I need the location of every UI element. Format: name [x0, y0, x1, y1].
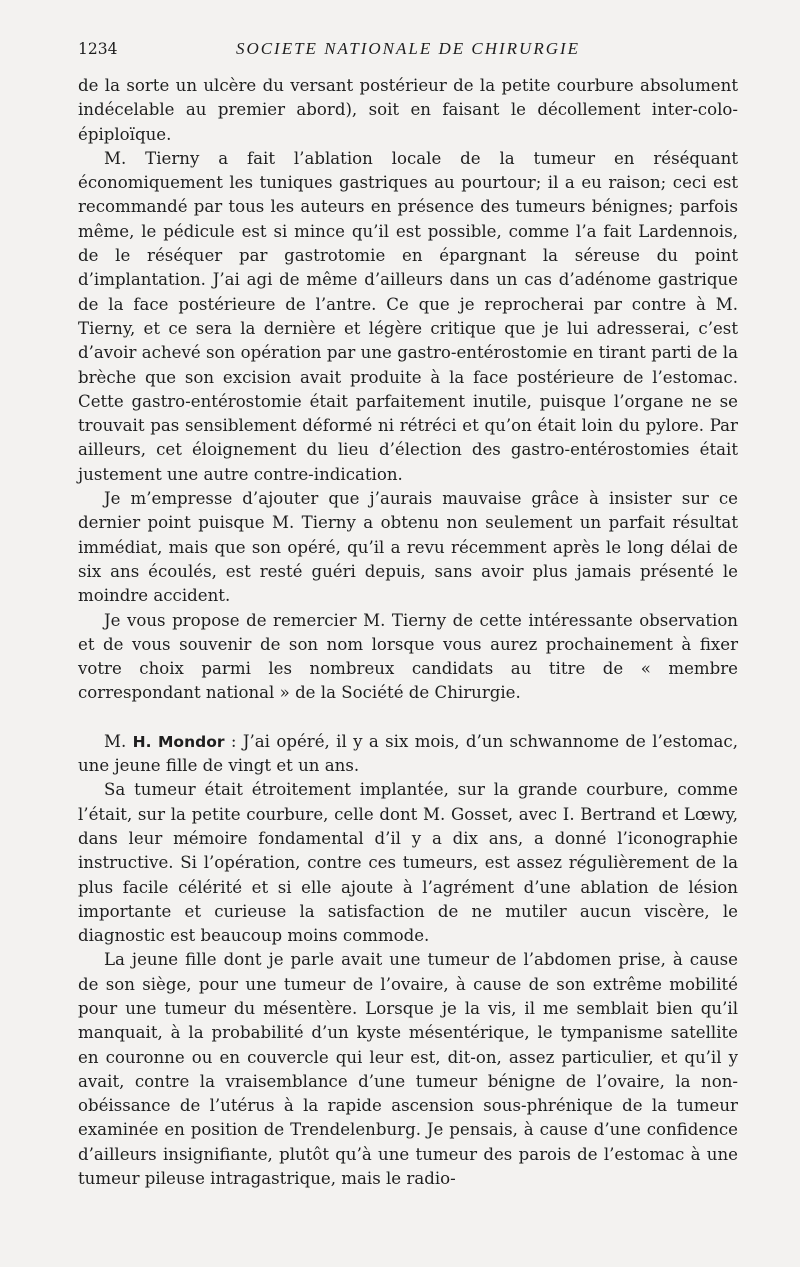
paragraph-mondor — [78, 730, 738, 779]
paragraph-proposal: Je vous propose de remercier M. Tierny de cette intéressante observation et de vous souvenir de son nom lorsque vous aurez prochainement à fixer votre choix parmi les nombreux candidats au titre de « membre correspondant national » de la Société de Chirurgie. — [78, 610, 738, 703]
section-divider — [78, 706, 738, 730]
paragraph-tierny-ablation: M. Tierny a fait l’ablation locale de la tumeur en réséquant économiquement les tuniques gastriques au pourtour; il a eu raison; ceci est recommandé par tous les auteurs en présence des tumeurs bénignes; parfois même, le pédicule est si mince qu’il est possible, comme l’a fait Lardennois, de le réséquer par gastrotomie en épargnant la séreuse du point d’implantation. J’ai agi de même d’ailleurs dans un cas d’adénome gastrique de la face postérieure de l’antre. Ce que je reprocherai par contre à M. Tierny, et ce sera la dernière et légère critique que je lui adresserai, c’est d’avoir achevé son opération par une gastro-entérostomie en tirant parti de la brèche que son excision avait produite à la face postérieure de l’estomac. Cette gastro-entérostomie était parfaitement inutile, puisque l’organe ne se trouvait pas sensiblement déformé ni rétréci et qu’on était loin du pylore. Par ailleurs, cet éloignement du lieu d’élection des gastro-entérostomies était justement une autre contre-indication. — [78, 148, 738, 484]
journal-title: SOCIETE NATIONALE DE CHIRURGIE — [235, 39, 581, 58]
page-number: 1234 — [78, 40, 118, 58]
body-text — [78, 74, 738, 1191]
paragraph-diagnosis: La jeune fille dont je parle avait une tumeur de l’abdomen prise, à cause de son siège, pour une tumeur de l’ovaire, à cause de son extrême mobilité pour une tumeur du mésentère. Lorsque je la vis, il me semblait bien qu’il manquait, à la probabilité d’un kyste mésentérique, le tympanisme satellite en couronne ou en couvercle qui leur est, dit-on, assez particulier, et qu’il y avait, contre la vraisemblance d’une tumeur bénigne de l’ovaire, la non-obéissance de l’utérus à la rapide ascension sous-phrénique de la tumeur examinée en position de Trendelenburg. Je pensais, à cause d’une confidence d’ailleurs insignifiante, plutôt qu’à une tumeur des parois de l’estomac à une tumeur pileuse intragastrique, mais le radio- — [78, 950, 738, 1189]
paragraph-continuation: de la sorte un ulcère du versant postérieur de la petite courbure absolument indécelable au premier abord), soit en faisant le décollement inter-colo-épiploïque. — [78, 76, 738, 144]
paragraph-tumor-implantation: Sa tumeur était étroitement implantée, sur la grande courbure, comme l’était, sur la petite courbure, celle dont M. Gosset, avec I. Bertrand et Lœwy, dans leur mémoire fondamental d’il y a dix ans, a donné l’iconographie instructive. Si l’opération, contre ces tumeurs, est assez régulièrement de la plus facile célérité et si elle ajoute à l’agrément d’une ablation de lésion importante et curieuse la satisfaction de ne mutiler aucun viscère, le diagnostic est beaucoup moins commode. — [78, 780, 738, 946]
running-head — [78, 36, 738, 62]
document-page — [78, 36, 738, 1191]
mondor-opening: : J’ai opéré, il y a six mois, d’un schwannome de l’estomac, une jeune fille de vingt et un ans. — [78, 731, 738, 776]
speaker-name: H. Mondor — [132, 732, 225, 751]
speaker-prefix: M. — [104, 731, 133, 751]
paragraph-result: Je m’empresse d’ajouter que j’aurais mauvaise grâce à insister sur ce dernier point puisque M. Tierny a obtenu non seulement un parfait résultat immédiat, mais que son opéré, qu’il a revu récemment après le long délai de six ans écoulés, est resté guéri depuis, sans avoir plus jamais présenté le moindre accident. — [78, 489, 738, 606]
